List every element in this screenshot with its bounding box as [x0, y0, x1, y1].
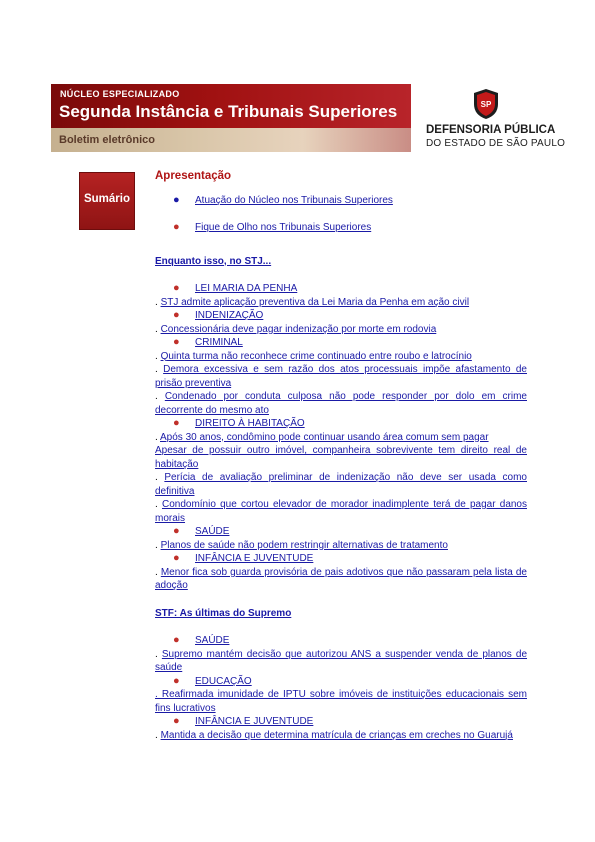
news-item	[155, 688, 527, 715]
news-item: . Condomínio que cortou elevador de morador inadimplente terá de pagar danos morais	[155, 499, 527, 524]
bullet-icon: ●	[173, 552, 180, 564]
sumario-button[interactable]	[79, 172, 135, 230]
news-item: . Perícia de avaliação preliminar de indenização não deve ser usada como definitiva	[155, 472, 527, 497]
category-link[interactable]: INFÂNCIA E JUVENTUDE	[195, 553, 314, 564]
news-link[interactable]: Apesar de possuir outro imóvel, companheira sobrevivente tem direito real de habitação	[155, 445, 527, 470]
news-item: . Menor fica sob guarda provisória de pais adotivos que não passaram pela lista de adoção	[155, 566, 527, 591]
banner-title-area	[51, 84, 411, 128]
stf-section	[155, 634, 527, 742]
news-item: . Supremo mantém decisão que autorizou ANS a suspender venda de planos de saúde	[155, 648, 528, 673]
news-link[interactable]: Quinta turma não reconhece crime continuado entre roubo e latrocínio	[160, 350, 472, 362]
bullet-icon: ●	[173, 417, 180, 429]
category-link[interactable]: LEI MARIA DA PENHA	[195, 283, 298, 294]
category-item	[155, 525, 527, 539]
bullet-icon: ●	[173, 525, 180, 537]
link-atuacao-nucleo[interactable]: Atuação do Núcleo nos Tribunais Superiores	[195, 194, 393, 206]
stj-section	[155, 282, 527, 593]
category-item	[155, 282, 527, 296]
news-item: . STJ admite aplicação preventiva da Lei Maria da Penha em ação civil	[155, 296, 470, 308]
apresentacao-list	[155, 194, 527, 235]
news-item: . Condenado por conduta culposa não pode responder por dolo em crime decorrente do mesmo ato	[155, 391, 527, 416]
news-link[interactable]: Concessionária deve pagar indenização por morte em rodovia	[160, 323, 437, 335]
category-item	[155, 552, 527, 566]
news-link[interactable]: . Reafirmada imunidade de IPTU sobre imóveis de instituições educacionais sem fins lucrativos	[155, 689, 527, 714]
bullet-icon: ●	[173, 282, 180, 294]
news-item: . Quinta turma não reconhece crime continuado entre roubo e latrocínio	[155, 350, 472, 362]
category-item	[155, 634, 527, 648]
seal-icon	[472, 88, 500, 120]
news-item: . Demora excessiva e sem razão dos atos processuais impõe afastamento de prisão preventiva	[155, 364, 527, 389]
category-item	[155, 715, 527, 729]
news-link[interactable]: Menor fica sob guarda provisória de pais adotivos que não passaram pela lista de adoção	[155, 566, 527, 591]
stf-heading	[155, 607, 527, 621]
bullet-icon: ●	[173, 634, 180, 646]
header-banner	[51, 84, 411, 152]
news-item: . Planos de saúde não podem restringir alternativas de tratamento	[155, 539, 448, 551]
category-item	[155, 336, 527, 350]
sumario-label: Sumário	[83, 193, 130, 205]
stj-heading-link[interactable]: Enquanto isso, no STJ...	[155, 255, 272, 267]
news-link[interactable]: Planos de saúde não podem restringir alternativas de tratamento	[160, 539, 448, 551]
category-link[interactable]: INDENIZAÇÃO	[195, 310, 264, 321]
bullet-icon: ●	[173, 193, 180, 206]
news-link[interactable]: STJ admite aplicação preventiva da Lei Maria da Penha em ação civil	[160, 296, 470, 308]
seal-text: SP	[480, 100, 492, 109]
news-link[interactable]: Supremo mantém decisão que autorizou ANS a suspender venda de planos de saúde	[155, 648, 528, 673]
stj-heading	[155, 255, 527, 269]
category-item	[155, 675, 527, 689]
news-link[interactable]: Condenado por conduta culposa não pode responder por dolo em crime decorrente do mesmo ato	[155, 391, 527, 416]
bullet-icon: ●	[173, 715, 180, 727]
banner-title: Segunda Instância e Tribunais Superiores	[59, 102, 398, 121]
category-link[interactable]: EDUCAÇÃO	[195, 675, 252, 687]
category-item	[155, 309, 527, 323]
logo-state: DO ESTADO DE SÃO PAULO	[426, 138, 566, 149]
link-fique-de-olho[interactable]: Fique de Olho nos Tribunais Superiores	[195, 222, 372, 233]
news-link[interactable]: Após 30 anos, condômino pode continuar usando área comum sem pagar	[160, 431, 489, 443]
stf-heading-link[interactable]: STF: As últimas do Supremo	[155, 607, 292, 619]
banner-subtitle: Boletim eletrônico	[59, 134, 155, 146]
news-link[interactable]: Perícia de avaliação preliminar de indenização não deve ser usada como definitiva	[155, 472, 527, 497]
bullet-icon: ●	[173, 336, 180, 348]
category-item	[155, 417, 527, 431]
news-item	[155, 444, 527, 471]
category-link[interactable]: DIREITO À HABITAÇÃO	[195, 418, 305, 429]
bullet-icon: ●	[173, 674, 180, 687]
news-link[interactable]: Condomínio que cortou elevador de morador inadimplente terá de pagar danos morais	[155, 499, 527, 524]
category-link[interactable]: SAÚDE	[195, 635, 230, 646]
defensoria-logo	[420, 88, 566, 154]
bullet-icon: ●	[173, 309, 180, 321]
news-item: . Concessionária deve pagar indenização por morte em rodovia	[155, 323, 437, 335]
list-item	[173, 221, 527, 235]
logo-name: DEFENSORIA PÚBLICA	[426, 124, 556, 136]
banner-subtitle-bar	[51, 128, 411, 152]
news-link[interactable]: Demora excessiva e sem razão dos atos processuais impõe afastamento de prisão preventiva	[155, 364, 527, 389]
list-item	[173, 194, 527, 208]
news-item: . Após 30 anos, condômino pode continuar usando área comum sem pagar	[155, 431, 489, 443]
bulletin-content	[155, 170, 527, 742]
category-link[interactable]: SAÚDE	[195, 526, 230, 537]
bullet-icon: ●	[173, 221, 180, 233]
news-item: . Mantida a decisão que determina matrícula de crianças em creches no Guarujá	[155, 729, 513, 741]
category-link[interactable]: CRIMINAL	[195, 337, 243, 348]
category-link[interactable]: INFÂNCIA E JUVENTUDE	[195, 716, 314, 727]
news-link[interactable]: Mantida a decisão que determina matrícula de crianças em creches no Guarujá	[160, 729, 513, 741]
apresentacao-title: Apresentação	[155, 170, 232, 182]
banner-kicker: NÚCLEO ESPECIALIZADO	[60, 89, 180, 99]
